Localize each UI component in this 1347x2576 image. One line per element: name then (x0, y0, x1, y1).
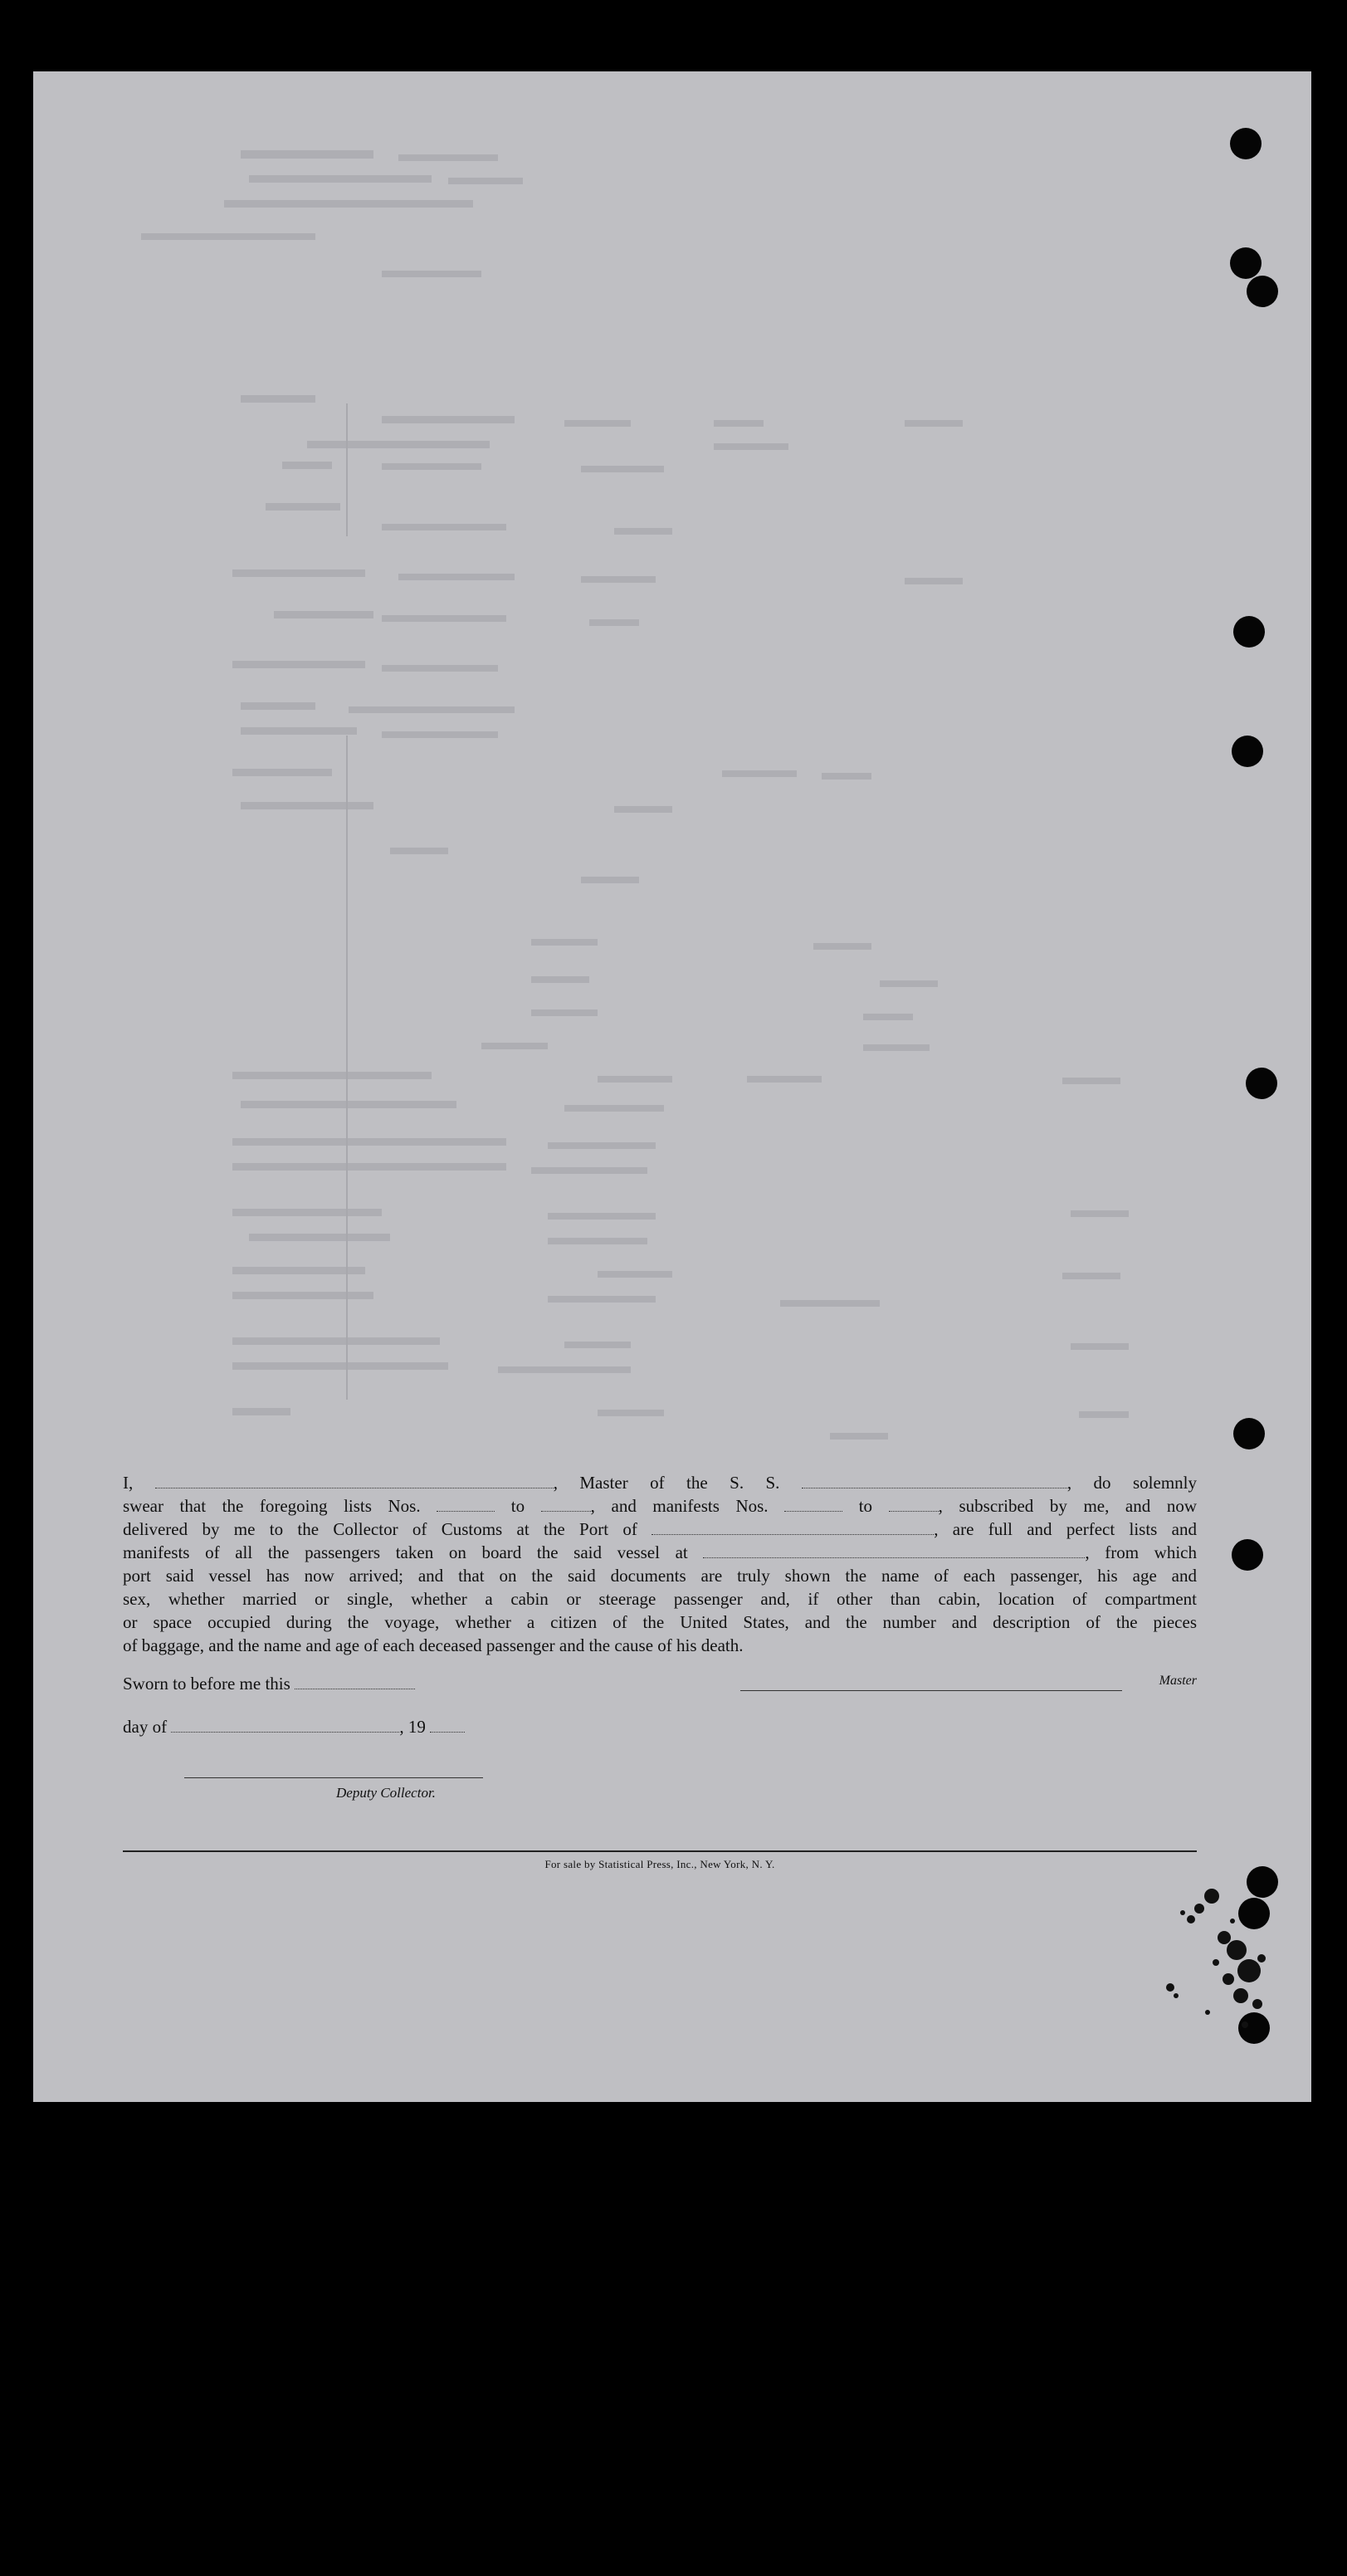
lists-to-blank[interactable] (541, 1499, 591, 1512)
day-of-label: day of (123, 1717, 168, 1737)
oath-line-8: of baggage, and the name and age of each deceased passenger and the cause of his death. (123, 1635, 744, 1655)
port-blank[interactable] (652, 1523, 934, 1535)
oath-line-2: swear that the foregoing lists Nos. to , and manifests Nos. to , subscribed by me, and now (123, 1496, 1197, 1516)
oath-line-6: sex, whether married or single, whether a cabin or steerage passenger and, if other than cabin, location of compartment (123, 1589, 1197, 1609)
bleed-through-text (33, 71, 1311, 1483)
master-signature-line[interactable] (740, 1690, 1122, 1691)
punch-hole (1246, 1068, 1277, 1099)
year-blank[interactable] (430, 1720, 465, 1733)
punch-hole (1247, 276, 1278, 307)
deputy-signature-line[interactable] (184, 1777, 483, 1778)
name-blank[interactable] (155, 1476, 554, 1488)
oath-line-3: delivered by me to the Collector of Customs at the Port of , are full and perfect lists and (123, 1519, 1197, 1539)
oath-line-5: port said vessel has now arrived; and that on the said documents are truly shown the name of each passenger, his age and (123, 1566, 1197, 1586)
printer-credit: For sale by Statistical Press, Inc., New York, N. Y. (544, 1858, 775, 1870)
lists-from-blank[interactable] (437, 1499, 495, 1512)
punch-hole (1233, 616, 1265, 648)
vessel-blank[interactable] (802, 1476, 1067, 1488)
manifests-from-blank[interactable] (784, 1499, 842, 1512)
punch-hole (1230, 247, 1262, 279)
day-of-blank[interactable] (171, 1720, 399, 1733)
sworn-date-blank[interactable] (295, 1677, 415, 1689)
oath-paragraph (123, 1471, 1197, 1657)
deputy-collector-label: Deputy Collector. (336, 1785, 436, 1801)
master-label: Master (1159, 1674, 1197, 1688)
punch-hole (1232, 1539, 1263, 1571)
ink-stain (1158, 1871, 1307, 2062)
document-sheet (33, 71, 1311, 2102)
punch-hole (1230, 128, 1262, 159)
day-of-row (123, 1717, 465, 1738)
footer-rule (123, 1850, 1197, 1852)
year-prefix: , 19 (399, 1717, 426, 1737)
oath-line-7: or space occupied during the voyage, whether a citizen of the United States, and the number and description of the pieces (123, 1612, 1197, 1632)
manifests-to-blank[interactable] (889, 1499, 939, 1512)
oath-line-1: I, , Master of the S. S. , do solemnly (123, 1473, 1197, 1493)
punch-hole (1232, 736, 1263, 767)
departure-port-blank[interactable] (703, 1546, 1085, 1558)
sworn-row (123, 1674, 1197, 1694)
sworn-label: Sworn to before me this (123, 1674, 290, 1694)
punch-hole (1233, 1418, 1265, 1449)
oath-line-4: manifests of all the passengers taken on board the said vessel at , from which (123, 1542, 1197, 1562)
